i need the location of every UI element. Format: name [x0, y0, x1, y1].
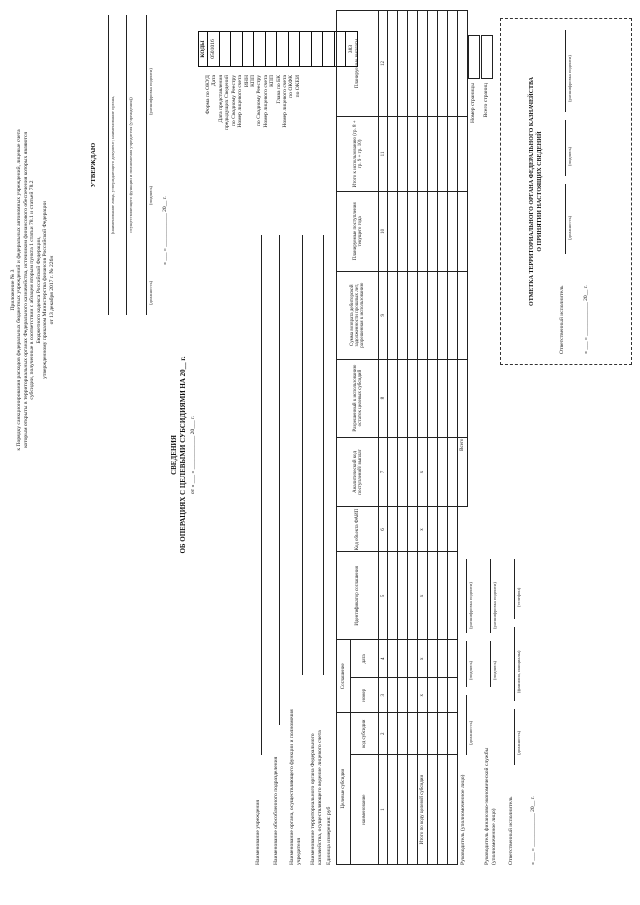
- code-cell: [277, 32, 289, 67]
- appendix-title: Приложение № 3: [10, 269, 16, 311]
- sig-exec-cap-phone: (телефон): [516, 587, 521, 607]
- field-subdivision-line: [279, 235, 280, 725]
- stamp-executor: Ответственный исполнитель: [559, 285, 565, 354]
- sig-exec-cap-fio: (фамилия, инициалы): [516, 650, 521, 693]
- codes-table: [198, 31, 358, 67]
- th-code: код субсидии: [351, 713, 379, 755]
- stamp-pos-line: [565, 184, 566, 254]
- code-label-bk: Глава по БК: [275, 75, 282, 104]
- col-num-4: 4: [379, 640, 388, 678]
- sig-exec-fio-line: [514, 627, 515, 701]
- code-cell: [265, 32, 277, 67]
- codes-header: КОДЫ: [199, 32, 208, 67]
- stamp-title-2: О ПРИНЯТИИ НАСТОЯЩИХ СВЕДЕНИЙ: [537, 131, 543, 252]
- code-cell: [300, 32, 312, 67]
- field-treasury-2: казначейства, осуществляющего ведение лицевого счета: [317, 730, 323, 865]
- x-mark: х: [418, 678, 428, 713]
- appendix-line-2: которым открыты в территориальных органах Федерального казначейства, источником финансового обеспечения которых являются: [22, 132, 29, 448]
- code-cell: [311, 32, 323, 67]
- col-num-1: 1: [379, 755, 388, 865]
- table-row: [428, 11, 438, 865]
- sig-fin-decode-line: [490, 559, 491, 633]
- pages-total-label: Всего страниц: [483, 83, 489, 118]
- col-num-6: 6: [379, 507, 388, 552]
- code-okei: 383: [346, 32, 358, 67]
- table-row: [408, 11, 418, 865]
- sig-head-pos-line: [466, 695, 467, 755]
- sig-exec-pos-line: [514, 709, 515, 765]
- field-unit: Единица измерения: руб: [326, 806, 332, 865]
- th-faip: Код объекта ФАИП: [337, 507, 379, 552]
- code-label-kpp-2: КПП: [269, 75, 276, 87]
- x-mark: х: [418, 552, 428, 640]
- th-planned-in: Планируемые поступления текущего года: [337, 191, 379, 271]
- x-mark: х: [418, 507, 428, 552]
- code-label-account: Номер лицевого счета: [237, 75, 244, 128]
- th-analytic: Аналитический код поступлений/ выплат: [337, 437, 379, 507]
- code-label-okei: по ОКЕИ: [294, 75, 301, 98]
- field-founder-line: [302, 235, 303, 675]
- sig-fin-label-2: (уполномоченное лицо): [491, 808, 497, 865]
- th-planned-out: Планируемые выплаты: [337, 11, 379, 117]
- stamp-date: « ___ » ____________ 20__ г.: [583, 285, 589, 354]
- code-cell: [219, 32, 231, 67]
- appendix-line-3: субсидии, полученные в соответствии с абзацем вторым пункта 1 статьи 78.1 и статьей 78.2: [29, 180, 36, 400]
- code-label-prev-info: предыдущих Сведений: [224, 75, 231, 131]
- col-number-row: [379, 11, 388, 865]
- code-label-account-2: Номер лицевого счета: [262, 75, 269, 128]
- x-mark: х: [418, 640, 428, 678]
- code-label-prev-date: Дата представления: [217, 75, 224, 123]
- th-debt: Сумма возврата дебиторской задолженности прошлых лет, разрешенная к использованию: [337, 271, 379, 359]
- code-cell: [242, 32, 254, 67]
- sig-head-cap-pos: (должность): [468, 720, 473, 745]
- approve-caption-decode: (расшифровка подписи): [148, 68, 153, 115]
- col-num-2: 2: [379, 713, 388, 755]
- page-number-box: [468, 35, 480, 79]
- subtotal-row: [418, 11, 428, 865]
- field-institution: Наименование учреждения: [255, 800, 261, 865]
- field-founder-1: Наименование органа, осуществляющего функции и полномочия: [289, 709, 295, 865]
- th-subsidy: Целевые субсидии: [337, 713, 351, 865]
- sig-head-decode-line: [466, 559, 467, 633]
- treasury-stamp: [500, 18, 632, 365]
- page-number-label: Номер страницы: [470, 83, 476, 123]
- approve-title: УТВЕРЖДАЮ: [90, 142, 97, 188]
- code-okud: 0501016: [208, 32, 220, 67]
- approve-caption-pos: (должность): [148, 280, 153, 305]
- doc-title-date: от « ___ » ____________ 20___ г.: [190, 415, 196, 495]
- doc-title-1: СВЕДЕНИЯ: [170, 435, 178, 475]
- doc-title-2: ОБ ОПЕРАЦИЯХ С ЦЕЛЕВЫМИ СУБСИДИЯМИ НА 20__ г.: [179, 356, 187, 554]
- stamp-cap-sign: (подпись): [567, 146, 572, 166]
- field-treasury-line: [323, 235, 324, 675]
- code-cell: [254, 32, 266, 67]
- sig-head-cap-sign: (подпись): [468, 660, 473, 680]
- th-number: номер: [351, 678, 379, 713]
- sig-exec-label: Ответственный исполнитель: [508, 796, 514, 865]
- sig-date: « ___ » ____________ 20__ г.: [530, 796, 536, 865]
- approve-caption-sign: (подпись): [148, 185, 153, 205]
- th-date: дата: [351, 640, 379, 678]
- appendix-block: [10, 30, 55, 550]
- th-name: наименование: [351, 755, 379, 865]
- col-num-12: 12: [379, 11, 388, 117]
- appendix-line-6: от 13 декабря 2017 г. № 226н: [48, 255, 55, 325]
- codes-labels: [205, 75, 301, 215]
- table-row: [388, 11, 398, 865]
- appendix-line-4: Бюджетного кодекса Российской Федерации,: [35, 236, 42, 344]
- col-num-7: 7: [379, 437, 388, 507]
- col-num-5: 5: [379, 552, 388, 640]
- approve-line-3: [146, 15, 147, 315]
- code-cell: [288, 32, 300, 67]
- sig-fin-cap-decode: (расшифровка подписи): [492, 582, 497, 629]
- stamp-cap-pos: (должность): [567, 215, 572, 240]
- code-label-registry: по Сводному Реестру: [230, 75, 237, 127]
- code-label-kpp: КПП: [249, 75, 256, 87]
- code-label-date: Дата: [211, 75, 218, 87]
- col-num-11: 11: [379, 116, 388, 191]
- field-subdivision: Наименование обособленного подразделения: [273, 756, 279, 865]
- sig-fin-cap-sign: (подпись): [492, 660, 497, 680]
- sig-fin-sign-line: [490, 641, 491, 687]
- code-label-okud: Форма по ОКУД: [205, 75, 211, 115]
- pages-total-box: [481, 35, 493, 79]
- table-row: [398, 11, 408, 865]
- field-treasury-1: Наименование территориального органа Федерального: [310, 733, 316, 865]
- code-label-registry-2: по Сводному Реестру: [256, 75, 263, 127]
- x-mark: х: [418, 437, 428, 507]
- sig-fin-label-1: Руководитель финансово-экономической службы: [484, 747, 490, 865]
- field-institution-line: [261, 235, 262, 755]
- col-num-8: 8: [379, 359, 388, 437]
- table-row: [438, 11, 448, 865]
- approve-line-1: [108, 15, 109, 315]
- th-permitted: Разрешенный к использованию остаток целевых субсидий: [337, 359, 379, 437]
- appendix-line-5: утвержденному приказом Министерства финансов Российской Федерации: [42, 201, 49, 379]
- code-label-inn: ИНН: [243, 75, 250, 88]
- th-total: Итого к использованию (гр. 8 + гр. 9 + гр. 10): [337, 116, 379, 191]
- col-num-3: 3: [379, 678, 388, 713]
- sig-head-sign-line: [466, 641, 467, 687]
- th-agreement: Соглашение: [337, 640, 351, 713]
- field-founder-2: учредителя: [296, 838, 302, 865]
- sig-head-cap-decode: (расшифровка подписи): [468, 582, 473, 629]
- stamp-sign-line: [565, 120, 566, 176]
- subtotal-label: Итого по коду целевой субсидии: [418, 755, 428, 865]
- col-num-10: 10: [379, 191, 388, 271]
- stamp-decode-line: [565, 30, 566, 112]
- stamp-title-1: ОТМЕТКА ТЕРРИТОРИАЛЬНОГО ОРГАНА ФЕДЕРАЛЬНОГО КАЗНАЧЕЙСТВА: [529, 77, 535, 306]
- approve-caption-2: осуществляющего функции и полномочия учредителя (учреждения)): [128, 97, 133, 233]
- approve-line-2: [126, 15, 127, 315]
- col-num-9: 9: [379, 271, 388, 359]
- code-cell: [323, 32, 335, 67]
- code-label-account-3: Номер лицевого счета: [282, 75, 289, 128]
- code-cell: [231, 32, 243, 67]
- table-row: [448, 11, 458, 865]
- stamp-cap-decode: (расшифровка подписи): [567, 55, 572, 102]
- approve-caption-1: (наименование лица, утверждающего документ; наименование органа,: [110, 95, 115, 235]
- appendix-line-1: к Порядку санкционирования расходов федеральных бюджетных учреждений и федеральных автономных учреждений, лицевые счета: [16, 129, 23, 451]
- th-agreement-id: Идентификатор соглашения: [337, 552, 379, 640]
- sig-head-label: Руководитель (уполномоченное лицо): [460, 774, 466, 865]
- grand-total-label: Всего: [458, 437, 468, 507]
- sig-exec-phone-line: [514, 559, 515, 619]
- sig-exec-cap-pos: (должность): [516, 730, 521, 755]
- approve-date: « ___ » ____________ 20__ г.: [162, 196, 168, 265]
- subsidy-table: [336, 10, 468, 865]
- code-label-okfk: по ОКФК: [288, 75, 295, 98]
